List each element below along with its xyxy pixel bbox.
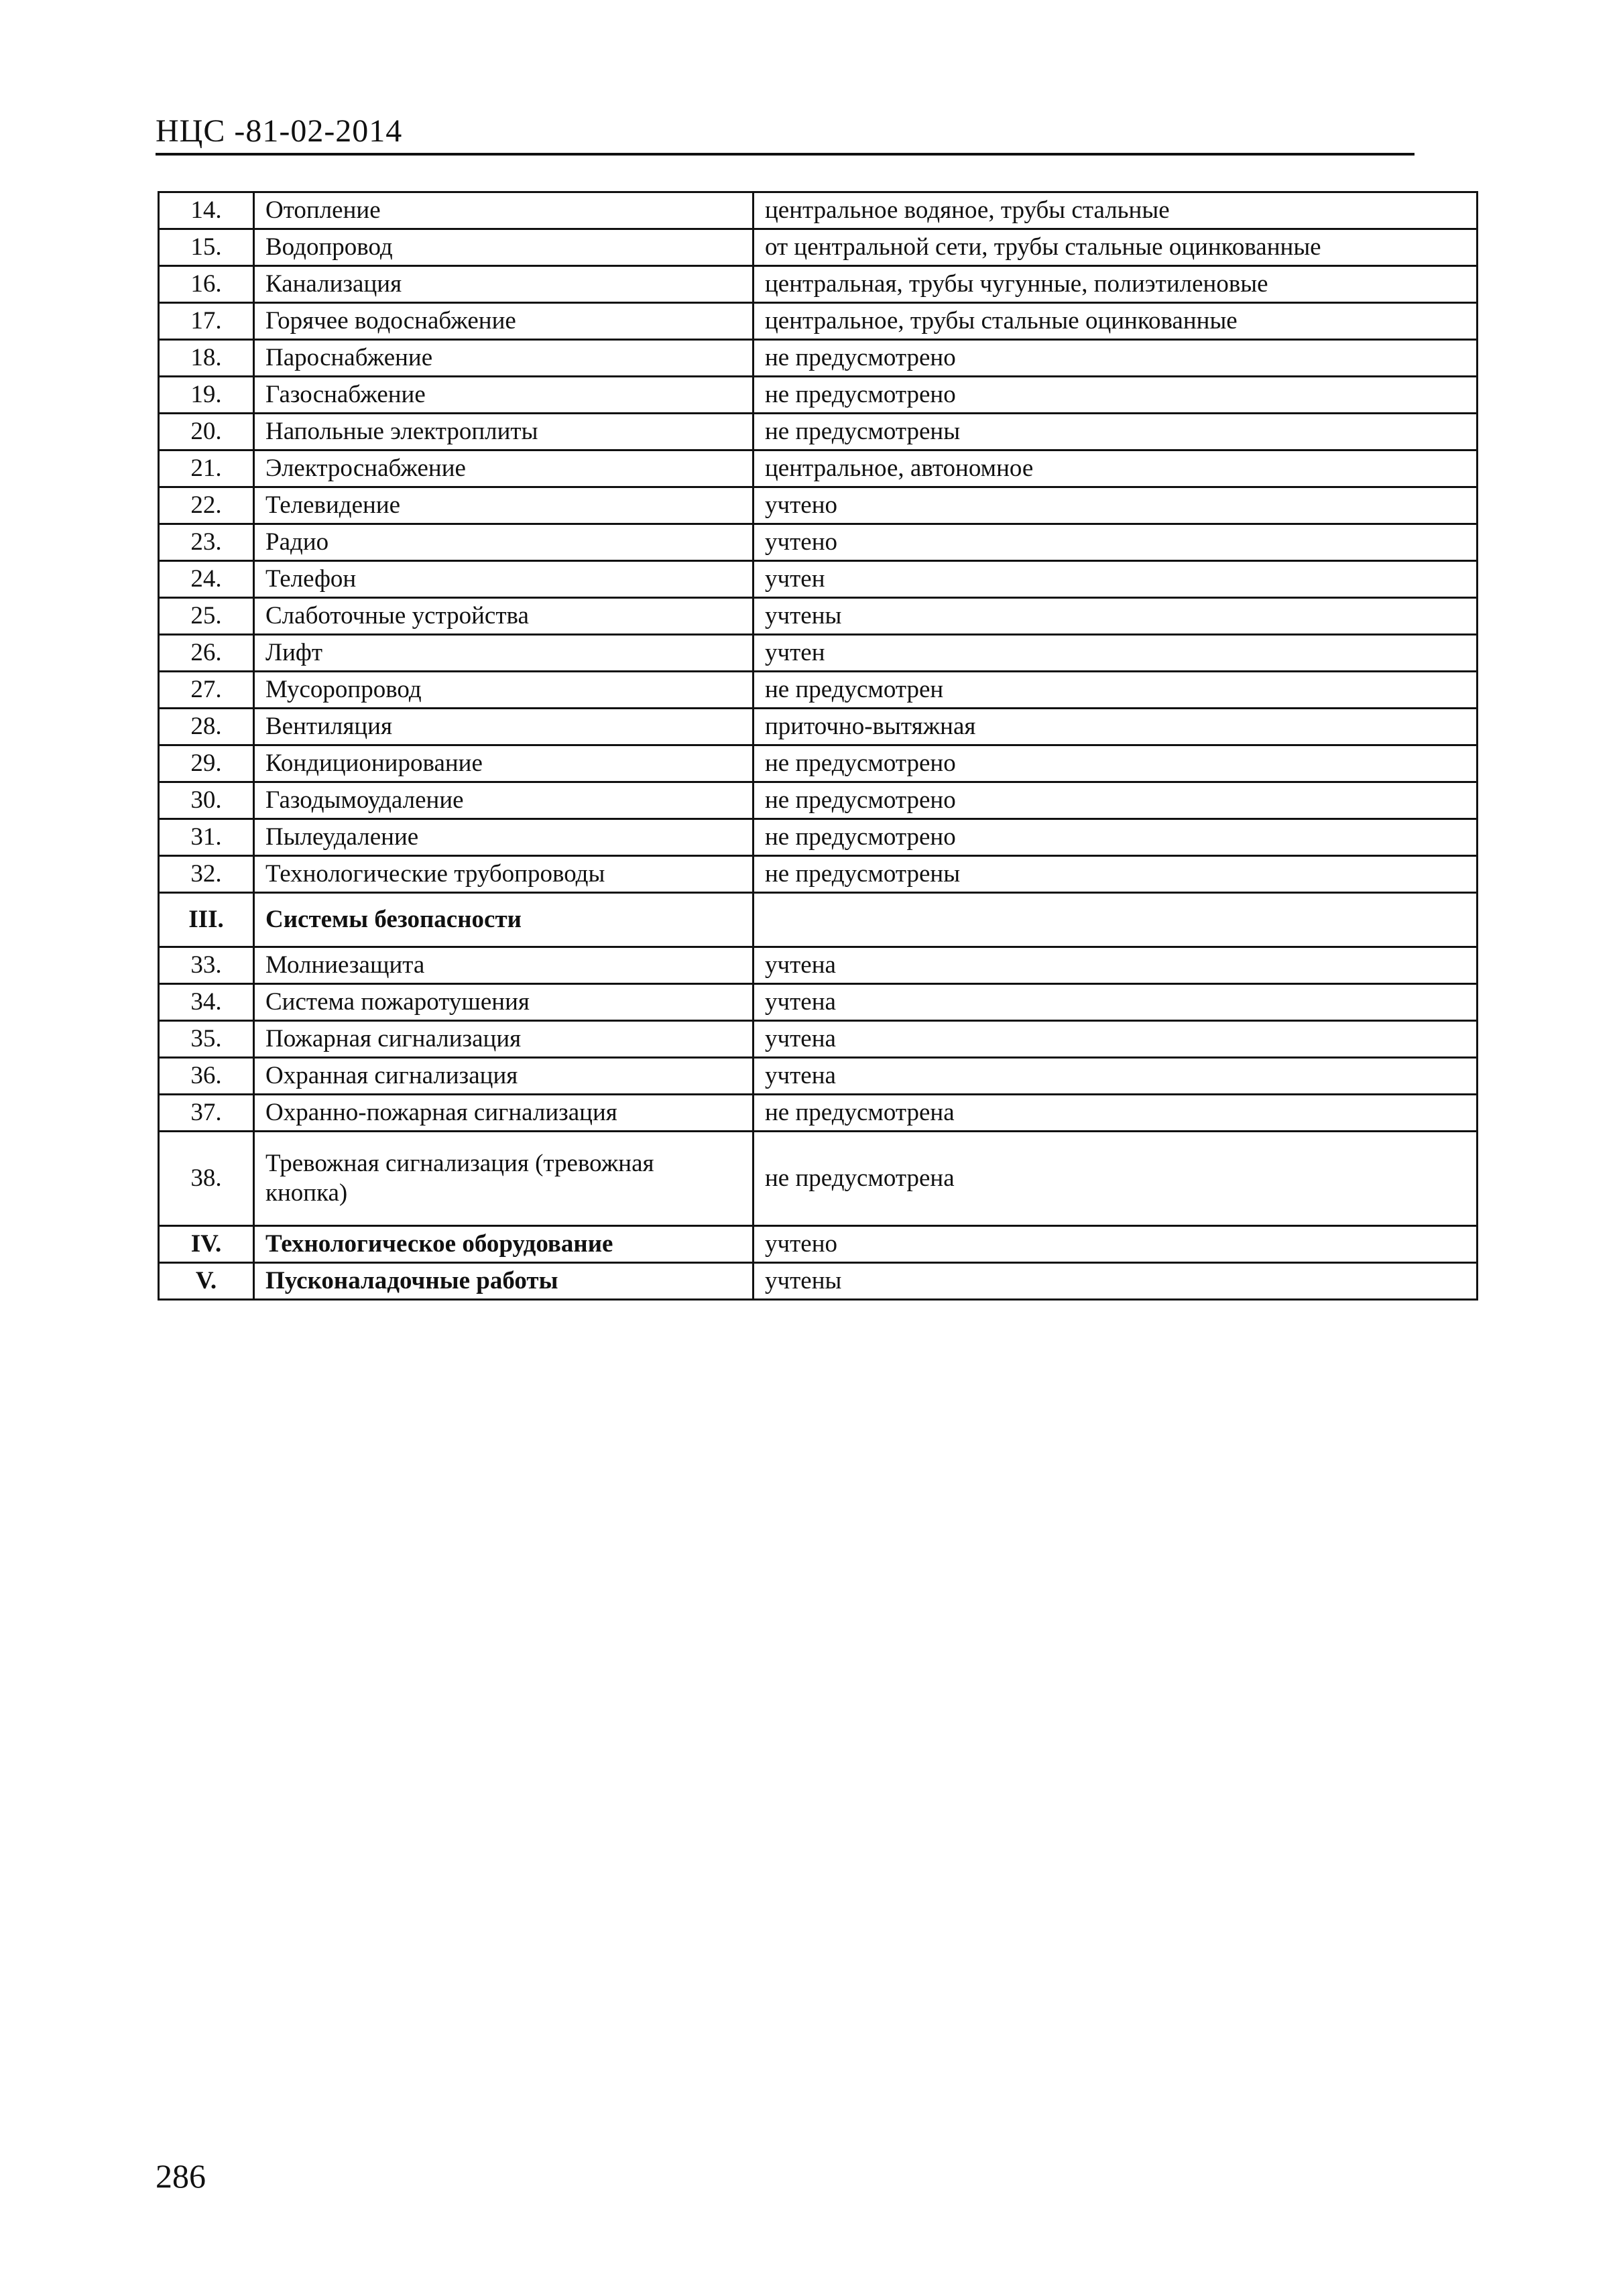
row-system-name: Тревожная сигнализация (тревожная кнопка) [254, 1132, 754, 1226]
header-rule-divider [156, 153, 1415, 156]
row-system-value: не предусмотрены [754, 856, 1478, 893]
row-system-name: Напольные электроплиты [254, 414, 754, 450]
section-title: Технологическое оборудование [254, 1226, 754, 1263]
row-number: 38. [159, 1132, 254, 1226]
section-header-row [159, 893, 1478, 947]
row-number: 31. [159, 819, 254, 856]
section-title: Пусконаладочные работы [254, 1263, 754, 1300]
table-row [159, 414, 1478, 450]
row-system-name: Технологические трубопроводы [254, 856, 754, 893]
row-number: 27. [159, 672, 254, 709]
row-system-value: учтен [754, 561, 1478, 598]
table-row [159, 450, 1478, 487]
row-number: 18. [159, 340, 254, 377]
row-number: 32. [159, 856, 254, 893]
table-row [159, 709, 1478, 745]
table-row [159, 1132, 1478, 1226]
row-number: 17. [159, 303, 254, 340]
row-number: 29. [159, 745, 254, 782]
row-number: 24. [159, 561, 254, 598]
row-number: 23. [159, 524, 254, 561]
document-code-header: НЦС -81-02-2014 [156, 113, 403, 149]
row-system-value: учтена [754, 984, 1478, 1021]
row-number: 20. [159, 414, 254, 450]
row-system-name: Горячее водоснабжение [254, 303, 754, 340]
row-system-value: центральное, автономное [754, 450, 1478, 487]
table-row [159, 947, 1478, 984]
section-title: Системы безопасности [254, 893, 754, 947]
row-system-name: Телефон [254, 561, 754, 598]
row-system-value: не предусмотрен [754, 672, 1478, 709]
section-row [159, 1226, 1478, 1263]
row-system-name: Слаботочные устройства [254, 598, 754, 635]
row-number: 22. [159, 487, 254, 524]
table-row [159, 561, 1478, 598]
row-system-value: учтено [754, 487, 1478, 524]
table-row [159, 524, 1478, 561]
table-row [159, 1021, 1478, 1058]
section-number: V. [159, 1263, 254, 1300]
table-row [159, 782, 1478, 819]
row-system-value: не предусмотрены [754, 414, 1478, 450]
row-system-name: Кондиционирование [254, 745, 754, 782]
section-value: учтено [754, 1226, 1478, 1263]
table-row [159, 598, 1478, 635]
row-system-name: Мусоропровод [254, 672, 754, 709]
table-row [159, 1095, 1478, 1132]
row-system-value: центральная, трубы чугунные, полиэтиленовые [754, 266, 1478, 303]
table-row [159, 377, 1478, 414]
row-number: 35. [159, 1021, 254, 1058]
table-row [159, 1058, 1478, 1095]
section-value: учтены [754, 1263, 1478, 1300]
table-row [159, 266, 1478, 303]
table-row [159, 856, 1478, 893]
table-row [159, 192, 1478, 229]
row-system-value: учтена [754, 1058, 1478, 1095]
row-number: 25. [159, 598, 254, 635]
row-system-name: Телевидение [254, 487, 754, 524]
table-row [159, 303, 1478, 340]
row-system-name: Молниезащита [254, 947, 754, 984]
row-system-value: учтено [754, 524, 1478, 561]
row-system-name: Лифт [254, 635, 754, 672]
row-system-value: не предусмотрена [754, 1132, 1478, 1226]
row-number: 14. [159, 192, 254, 229]
row-system-value: не предусмотрено [754, 782, 1478, 819]
row-system-name: Газоснабжение [254, 377, 754, 414]
row-system-value: учтены [754, 598, 1478, 635]
systems-table [158, 191, 1478, 1301]
row-system-name: Охранно-пожарная сигнализация [254, 1095, 754, 1132]
row-system-value: не предусмотрена [754, 1095, 1478, 1132]
row-system-name: Пожарная сигнализация [254, 1021, 754, 1058]
row-system-value: приточно-вытяжная [754, 709, 1478, 745]
row-system-value: от центральной сети, трубы стальные оцинкованные [754, 229, 1478, 266]
row-system-value: учтена [754, 1021, 1478, 1058]
row-number: 34. [159, 984, 254, 1021]
row-system-name: Канализация [254, 266, 754, 303]
row-system-value: не предусмотрено [754, 819, 1478, 856]
row-system-value: центральное водяное, трубы стальные [754, 192, 1478, 229]
row-system-name: Охранная сигнализация [254, 1058, 754, 1095]
row-system-value: не предусмотрено [754, 745, 1478, 782]
row-number: 36. [159, 1058, 254, 1095]
row-system-value: центральное, трубы стальные оцинкованные [754, 303, 1478, 340]
row-system-name: Отопление [254, 192, 754, 229]
row-system-value: учтен [754, 635, 1478, 672]
table-row [159, 487, 1478, 524]
table-row [159, 672, 1478, 709]
table-row [159, 819, 1478, 856]
section-number: III. [159, 893, 254, 947]
table-row [159, 229, 1478, 266]
section-value [754, 893, 1478, 947]
row-system-name: Радио [254, 524, 754, 561]
row-number: 19. [159, 377, 254, 414]
row-number: 33. [159, 947, 254, 984]
row-system-name: Пылеудаление [254, 819, 754, 856]
row-number: 30. [159, 782, 254, 819]
section-number: IV. [159, 1226, 254, 1263]
page-number: 286 [156, 2157, 206, 2195]
row-system-name: Система пожаротушения [254, 984, 754, 1021]
table-row [159, 340, 1478, 377]
row-system-name: Пароснабжение [254, 340, 754, 377]
row-system-value: учтена [754, 947, 1478, 984]
row-number: 16. [159, 266, 254, 303]
row-system-name: Газодымоудаление [254, 782, 754, 819]
row-system-name: Электроснабжение [254, 450, 754, 487]
row-system-name: Водопровод [254, 229, 754, 266]
row-system-value: не предусмотрено [754, 377, 1478, 414]
table-row [159, 745, 1478, 782]
table-row [159, 635, 1478, 672]
row-system-name: Вентиляция [254, 709, 754, 745]
row-number: 26. [159, 635, 254, 672]
row-number: 28. [159, 709, 254, 745]
section-row [159, 1263, 1478, 1300]
table-row [159, 984, 1478, 1021]
row-number: 37. [159, 1095, 254, 1132]
row-number: 21. [159, 450, 254, 487]
row-number: 15. [159, 229, 254, 266]
row-system-value: не предусмотрено [754, 340, 1478, 377]
